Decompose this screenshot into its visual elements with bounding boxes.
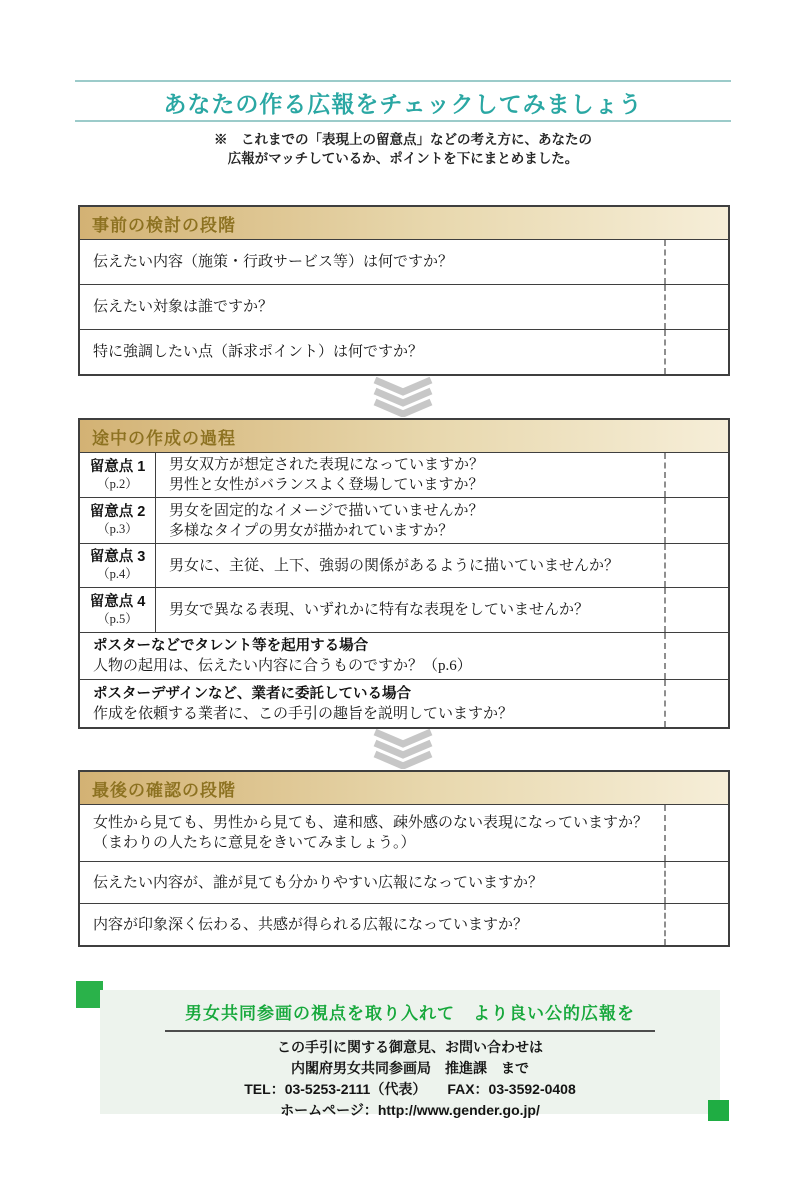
- checklist-row: [80, 903, 728, 945]
- intro-note-line1: ※ これまでの「表現上の留意点」などの考え方に、あなたの: [214, 132, 592, 147]
- check-column-divider: [664, 680, 666, 727]
- checklist-row: [80, 543, 728, 587]
- row-case-title: ポスターデザインなど、業者に委託している場合: [93, 685, 411, 702]
- check-column-divider: [664, 805, 666, 861]
- row-question-line: 人物の起用は、伝えたい内容に合うものですか？（p.6）: [93, 658, 472, 674]
- contact-line: TEL：03-5253-2111（代表） FAX：03-3592-0408: [244, 1081, 576, 1097]
- page-title: あなたの作る広報をチェックしてみましょう: [163, 91, 643, 117]
- checklist-row: [80, 239, 728, 284]
- row-page-ref: （p.4）: [97, 567, 138, 581]
- row-question-cell: [156, 453, 728, 497]
- checklist-row: [80, 452, 728, 497]
- row-question-line: 男性と女性がバランスよく登場していますか？: [169, 477, 484, 493]
- row-question-line: 作成を依頼する業者に、この手引の趣旨を説明していますか？: [93, 705, 514, 722]
- checklist-table-stage3: [78, 770, 730, 947]
- check-column-divider: [664, 330, 666, 374]
- section-header: 途中の作成の過程: [80, 420, 728, 452]
- row-question-cell: [80, 904, 728, 945]
- check-column-divider: [664, 285, 666, 329]
- checklist-row: [80, 497, 728, 543]
- row-question-cell: [156, 544, 728, 587]
- green-square-top-left: [76, 981, 103, 1008]
- check-column-divider: [664, 862, 666, 903]
- footer-divider: [165, 1030, 655, 1032]
- row-question-cell: [80, 330, 728, 374]
- row-case-title: ポスターなどでタレント等を起用する場合: [93, 638, 369, 654]
- row-question-line: 男女を固定的なイメージで描いていませんか？: [169, 502, 484, 519]
- row-question-line: 女性から見ても、男性から見ても、違和感、疎外感のない表現になっていますか？: [93, 815, 649, 831]
- checklist-row: [80, 329, 728, 374]
- row-label-cell: [80, 544, 156, 587]
- homepage-url: ホームページ：http://www.gender.go.jp/: [280, 1102, 540, 1118]
- row-label-cell: [80, 453, 156, 497]
- row-question-cell: [156, 588, 728, 632]
- chevron-down-icon: [368, 729, 438, 769]
- row-question-cell: [80, 285, 728, 329]
- checklist-row: [80, 804, 728, 861]
- row-question-line: 男女双方が想定された表現になっていますか？: [169, 457, 485, 473]
- intro-note: [75, 130, 731, 168]
- row-question-cell: [80, 633, 728, 679]
- checklist-row: [80, 679, 728, 727]
- row-question-cell: [80, 805, 728, 861]
- title-rule-top: [75, 80, 731, 82]
- row-label: 留意点 2: [89, 504, 146, 520]
- title-rule-bottom: [75, 120, 731, 122]
- row-question-line: 伝えたい対象は誰ですか？: [93, 299, 274, 315]
- check-column-divider: [664, 240, 666, 284]
- row-question-line: 伝えたい内容が、誰が見ても分かりやすい広報になっていますか？: [93, 874, 544, 891]
- checklist-row: [80, 587, 728, 632]
- chevron-down-icon: [368, 377, 438, 417]
- checklist-row: [80, 284, 728, 329]
- row-question-line: 男女に、主従、上下、強弱の関係があるように描いていませんか？: [169, 557, 620, 574]
- check-column-divider: [664, 544, 666, 587]
- row-question-line: 伝えたい内容（施策・行政サービス等）は何ですか？: [93, 254, 454, 270]
- checklist-row: [80, 861, 728, 903]
- row-label: 留意点 3: [89, 549, 146, 565]
- row-label-cell: [80, 498, 156, 543]
- row-label-cell: [80, 588, 156, 632]
- section-header: 最後の確認の段階: [80, 772, 728, 804]
- row-question-line: 男女で異なる表現、いずれかに特有な表現をしていませんか？: [169, 602, 590, 618]
- row-question-line: 内容が印象深く伝わる、共感が得られる広報になっていますか？: [93, 916, 529, 933]
- check-column-divider: [664, 498, 666, 543]
- check-column-divider: [664, 588, 666, 632]
- row-page-ref: （p.2）: [97, 476, 138, 491]
- checklist-table-stage1: [78, 205, 730, 376]
- row-page-ref: （p.3）: [97, 522, 138, 536]
- check-column-divider: [664, 904, 666, 945]
- green-square-bottom-right: [708, 1100, 729, 1121]
- row-question-line: 特に強調したい点（訴求ポイント）は何ですか？: [93, 344, 424, 360]
- row-question-cell: [80, 240, 728, 284]
- footer-box: [100, 990, 720, 1118]
- row-question-line: （まわりの人たちに意見をきいてみましょう。）: [93, 835, 416, 851]
- intro-note-line2: 広報がマッチしているか、ポイントを下にまとめました。: [227, 151, 579, 166]
- footer-slogan: 男女共同参画の視点を取り入れて より良い公的広報を: [185, 1004, 635, 1023]
- row-question-cell: [156, 498, 728, 543]
- contact-line: 内閣府男女共同参画局 推進課 まで: [291, 1060, 529, 1076]
- section-header: 事前の検討の段階: [80, 207, 728, 239]
- row-question-cell: [80, 680, 728, 727]
- contact-line: この手引に関する御意見、お問い合わせは: [277, 1039, 543, 1055]
- row-question-cell: [80, 862, 728, 903]
- row-label: 留意点 4: [89, 593, 146, 610]
- check-column-divider: [664, 453, 666, 497]
- check-column-divider: [664, 633, 666, 679]
- row-label: 留意点 1: [89, 458, 146, 475]
- row-page-ref: （p.5）: [97, 611, 138, 626]
- row-question-line: 多様なタイプの男女が描かれていますか？: [169, 522, 454, 539]
- checklist-row: [80, 632, 728, 679]
- checklist-table-stage2: [78, 418, 730, 729]
